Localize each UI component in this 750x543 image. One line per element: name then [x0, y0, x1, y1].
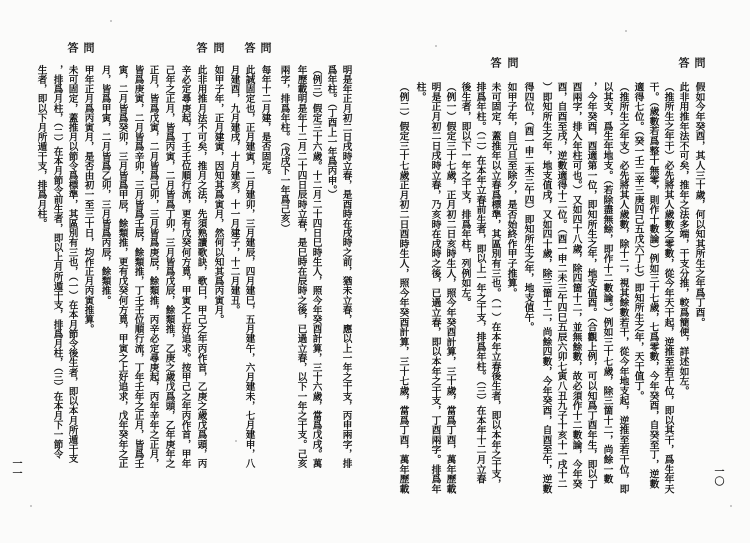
text-column: 以其支，爲生年地支。（若除盡無餘，即作十二數論。）例如三十七歲，除三箇十二，尚餘一數: [601, 82, 613, 484]
answer-text-column: 此誠固定也，正月建寅，二月建卯，三月建辰，四月建巳，五月建午，六月建未，七月建申，八: [243, 65, 255, 469]
text-column: 後生者，即以下一年之干支，排爲年柱，列例如左。: [459, 82, 471, 308]
text-column: 適得七位。（癸一壬二辛三庚四己五戊六丁七）即知所生之年，天干值丁。: [632, 82, 644, 401]
text-column: （推所生之年干）必先將其人歲數之零數，從今年天干起，逆推至若干位，即以其干，爲生年天: [662, 82, 674, 494]
answer-label: 答: [489, 57, 502, 68]
question-label: 問: [506, 57, 519, 68]
text-column: 年歷載明是年十二月二十四日辰時立春，是巳時在辰時之後，已過立春，以下一年之干支。己亥: [295, 65, 307, 469]
text-column: ，排爲月柱，（二）在本月節令前生者，即以上月所遁干支，排爲月柱，（三）在本月下一節令: [51, 65, 63, 459]
text-column: （例三）假定三十六歲。十二月二十四日巳時生人，照今年癸酉計算，三十六歲，當爲戊戌。萬: [310, 65, 322, 469]
question-label: 問: [212, 42, 225, 53]
text-column: 月建酉，九月建戌，十月建亥，十一月建子，十二月建丑。: [228, 65, 240, 315]
text-column: 寅，二月皆爲癸卯，三月皆爲甲辰，餘類推，更有戊癸何方覓，甲寅之上好追求，戊年癸年之正: [116, 65, 128, 469]
text-column: 酉兩字，排入年柱可也。）又如四十八歲，除四箇十二，並無餘數，故必須作十二數論，今年癸: [570, 82, 582, 489]
answer-label: 答: [195, 42, 208, 53]
text-column: 干。（歲數若爲整十無零，則作十數論）例如三十七歲，七爲零數，今年癸酉，自癸至丁，逆數: [647, 82, 659, 489]
scan-speck: [730, 505, 732, 507]
text-column: （例一）假定三十七歲，正月初二日亥時生人，照今年癸酉計算，三十歲，當爲丁酉，萬年歷載: [444, 82, 456, 494]
text-column: 己年之正月，皆爲丙寅，二月皆爲丁卯，三月皆爲戊辰，餘類推，乙庚之歲戊爲頭，乙年庚年之: [163, 65, 175, 469]
text-column: 正月，皆爲戊寅，二月皆爲己卯，三月皆爲庚辰，餘類推，丙辛必定尋庚起，丙年辛年之正月，: [147, 65, 159, 469]
scan-speck: [30, 505, 32, 507]
text-column: 得四位，（酉一申二未三午四）即知所生之年，地支值午。: [522, 82, 534, 332]
answer-text-column: 此非用推年法不可矣，推年之法多端，干支分推，較爲簡便，詳述如左。: [677, 82, 689, 396]
question-text-column: 如甲子年，正月建寅，因知其爲寅月，然何以知其爲丙寅月。: [212, 65, 224, 325]
answer-label: 答: [677, 57, 690, 68]
text-column: 兩字，排爲年柱。（戊戌下一年爲己亥）: [278, 65, 290, 233]
question-label: 問: [82, 42, 95, 53]
answer-text-column: 此非用推月法不可矣，推月之法，先須熟讀歌訣，歌曰，甲己之年丙作首，乙庚之歲戊爲頭，丙: [195, 65, 207, 469]
answer-text-column: 未可固定，蓋推年以立春爲標準，其區別有三也。（一）在本年立春後生者，即以本年之干支，: [489, 82, 501, 489]
text-column: ）即知所生之年，地支值戌，又如四十歲，除三箇十二，尚餘四數，今年癸酉，自酉至午，逆數: [540, 82, 552, 494]
page-number: 一〇: [712, 466, 723, 486]
question-text-column: 假如今年癸酉，其人三十歲，何以知其所生之年爲丁酉。: [693, 82, 705, 327]
answer-text-column: 未可固定，蓋推月以節令爲標準，其區別有三也，（一）在本月節令後生者，即以本月所遁干支: [66, 65, 78, 464]
text-column: 排爲年柱。（二）在本年立春前生者，即以上一年之干支，排爲年柱。（三）在本年十二月立春: [474, 82, 486, 484]
scan-speck: [110, 20, 112, 22]
page-number: 一一: [10, 458, 21, 478]
answer-label: 答: [243, 42, 256, 53]
text-column: 皆爲庚寅，二月皆爲辛卯，三月皆爲壬辰，餘類推，丁壬壬位順行流，丁年壬年之正月，皆爲壬: [132, 65, 144, 469]
text-column: 明是正月初二日戌時立春，乃亥時在戌時之後，已過立春，即以本年之干支，丁酉兩字。排爲年: [429, 82, 441, 494]
question-text-column: 如甲子年，自元旦至除夕，是否始終作甲子推算。: [505, 82, 517, 298]
text-column: 月，皆爲甲寅，二月皆爲乙卯，三月皆爲丙辰，餘類推。: [99, 65, 111, 305]
scan-speck: [625, 30, 627, 32]
text-column: ，今年癸酉，酉適第一位，即知所生之年，地支值酉。（合觀上例，可以知爲丁酉年生，即以丁: [585, 82, 597, 489]
scan-speck: [435, 45, 437, 47]
text-column: 爲年柱。（丁酉上一年爲丙申。）: [325, 65, 337, 200]
text-column: 酉，自酉至戌，逆數適得十二位。（酉一申二未三午四巳五辰六卯七寅八丑九子十亥十一戌十二: [555, 82, 567, 489]
question-label: 問: [693, 57, 706, 68]
answer-label: 答: [66, 42, 79, 53]
right-page: [375, 0, 750, 543]
scan-speck: [235, 440, 237, 442]
text-column: （推所生之年支）必先將其人歲數，除十二，視其餘數若干，從今年地支起，逆推至若干位，即: [617, 82, 629, 494]
text-column: 明是年正月初二日戌時立春，是酉時在戌時之前，猶未立春，應以上一年之干支，丙申兩字，排: [340, 65, 352, 469]
text-column: 柱。: [414, 82, 426, 102]
question-label: 問: [259, 42, 272, 53]
question-text-column: 甲年正月爲丙寅月，是否由初一至三十日，均作正月丙寅推算。: [82, 65, 94, 334]
text-column: 生者，即以下月所遁干支，排爲月柱。: [35, 65, 47, 229]
question-text-column: 每年十二月建，是否固定。: [259, 65, 271, 181]
text-column: （例二）假定三十七歲正月初二日酉時生人，照今年癸酉計算，三十七歲，當爲丁酉，萬年歷載: [397, 82, 409, 494]
text-column: 辛必定尋庚起，丁壬壬位順行流，更有戊癸何方覓，甲寅之上好追求。按甲己之年丙作首，甲年: [179, 65, 191, 469]
